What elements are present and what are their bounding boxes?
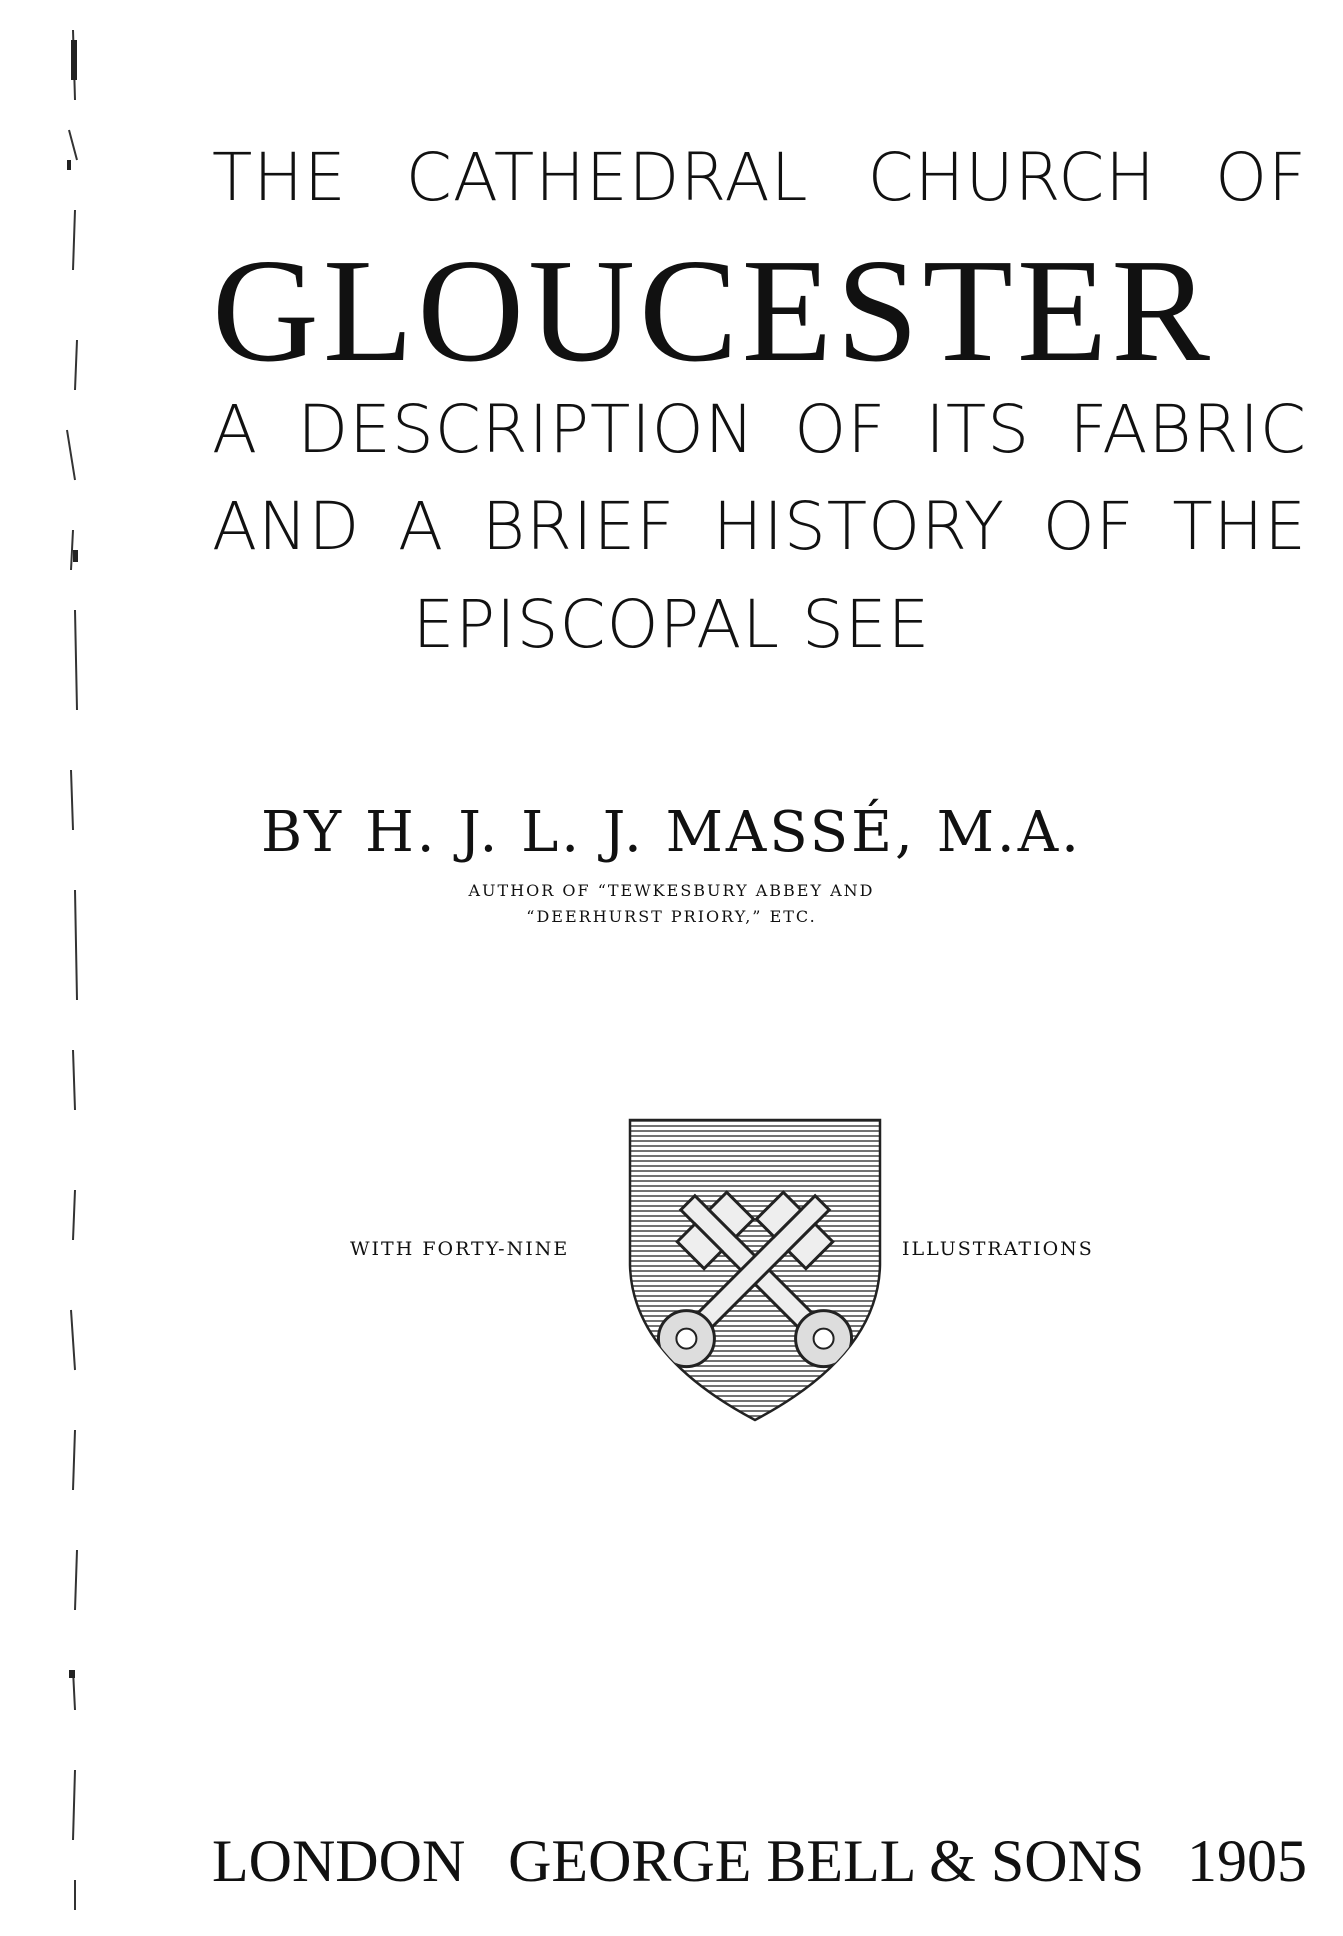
imprint-year: 1905 xyxy=(1187,1828,1307,1894)
subtitle-line-3: EPISCOPAL SEE xyxy=(412,586,931,663)
title-line-1: THE CATHEDRAL CHURCH OF xyxy=(212,139,1307,216)
imprint-line xyxy=(212,1826,1307,1896)
author-of-line-2: “DEERHURST PRIORY,” ETC. xyxy=(526,907,817,926)
binding-edge-marks xyxy=(55,10,95,1920)
imprint-publisher: GEORGE BELL & SONS xyxy=(508,1828,1145,1894)
title-gloucester: GLOUCESTER xyxy=(212,229,1214,393)
illustrations-label-left: WITH FORTY-NINE xyxy=(350,1238,570,1260)
imprint-city: LONDON xyxy=(212,1828,466,1894)
author-line: BY H. J. L. J. MASSÉ, M.A. xyxy=(261,800,1082,865)
crossed-keys-shield-icon xyxy=(620,1115,890,1425)
subtitle-line-1: A DESCRIPTION OF ITS FABRIC xyxy=(212,391,1307,468)
subtitle-line-2: AND A BRIEF HISTORY OF THE xyxy=(212,488,1307,565)
author-of-line-1: AUTHOR OF “TEWKESBURY ABBEY AND xyxy=(468,881,875,900)
illustrations-label-right: ILLUSTRATIONS xyxy=(902,1238,1094,1260)
